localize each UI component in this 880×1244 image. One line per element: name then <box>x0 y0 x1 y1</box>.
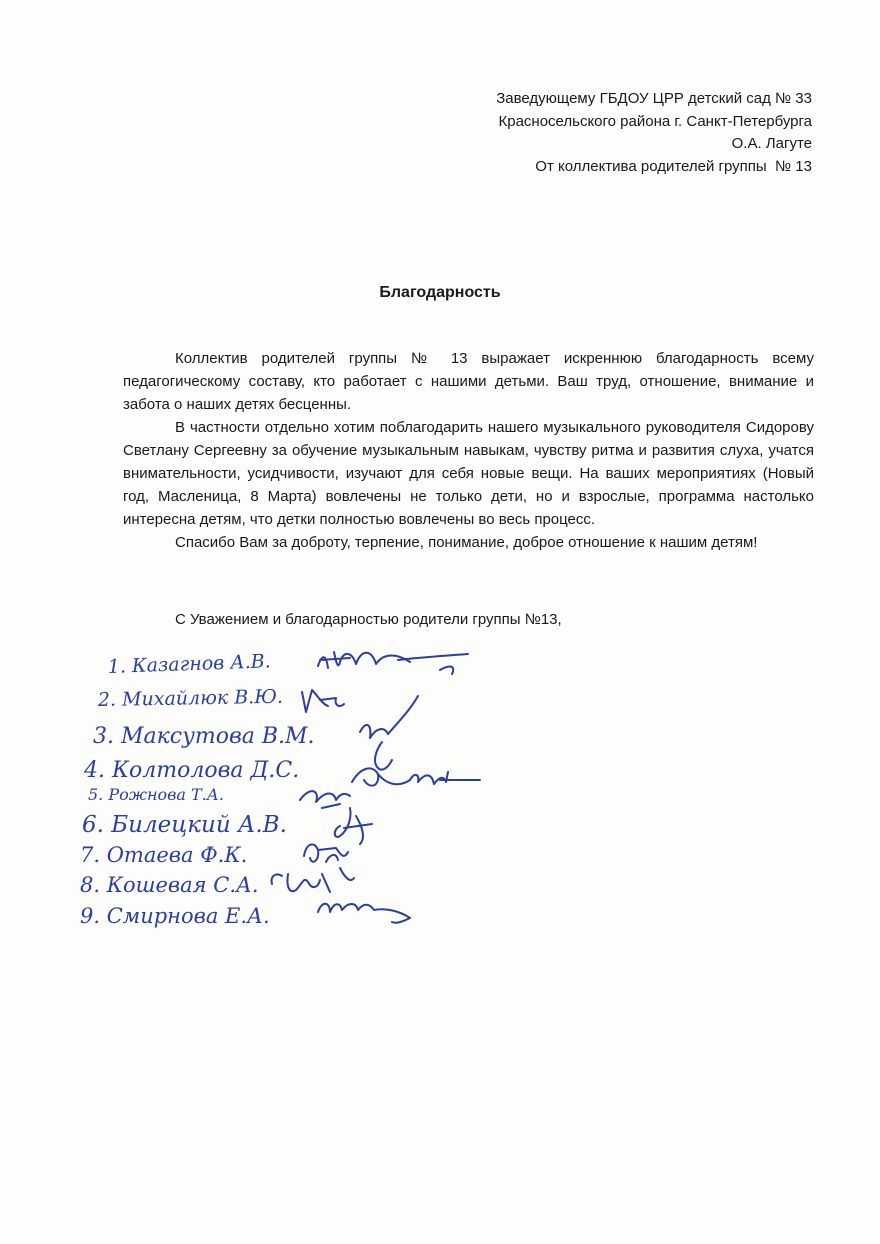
signature-mark-8 <box>272 868 354 892</box>
signature-mark-7 <box>304 844 348 862</box>
signature-mark-6 <box>335 808 372 844</box>
signature-name-6: 6. Билецкий А.В. <box>82 812 287 838</box>
addressee-block <box>496 88 812 178</box>
addressee-line-2: Красносельского района г. Санкт-Петербурга <box>498 112 812 130</box>
letter-body <box>123 347 814 554</box>
closing-line: С Уважением и благодарностью родители группы №13, <box>175 611 562 628</box>
signature-mark-3 <box>360 696 418 770</box>
signature-name-1: 1. Казагнов А.В. <box>107 650 272 678</box>
signature-list <box>0 640 880 940</box>
addressee-line-4: От коллектива родителей группы № 13 <box>535 157 812 175</box>
signature-name-3: 3. Максутова В.М. <box>93 724 315 749</box>
addressee-line-1: Заведующему ГБДОУ ЦРР детский сад № 33 <box>496 90 812 107</box>
paragraph-2: В частности отдельно хотим поблагодарить нашего музыкального руководителя Сидорову Светлану Сергеевну за обучение музыкальным навыкам, чувству ритма и развития слуха, учатся внимательности, усидчивости, изучают для себя новые вещи. На ваших мероприятиях (Новый год, Масленица, 8 Марта) вовлечены не только дети, но и взрослые, программа настолько интересна детям, что детки полностью вовлечены во весь процесс. <box>123 419 814 528</box>
letter-title: Благодарность <box>379 284 501 301</box>
signature-name-5: 5. Рожнова Т.А. <box>88 785 225 804</box>
addressee-line-3: О.А. Лагуте <box>731 135 812 152</box>
signature-name-7: 7. Отаева Ф.К. <box>80 843 248 867</box>
signature-mark-4 <box>352 768 480 785</box>
paragraph-3: Спасибо Вам за доброту, терпение, понимание, доброе отношение к нашим детям! <box>175 534 758 551</box>
signature-mark-1 <box>318 652 468 674</box>
signature-mark-9 <box>318 904 410 923</box>
signature-name-9: 9. Смирнова Е.А. <box>80 904 270 928</box>
signature-name-2: 2. Михайлюк В.Ю. <box>97 685 284 711</box>
signatures-svg <box>0 640 880 940</box>
signature-name-8: 8. Кошевая С.А. <box>80 873 259 897</box>
signature-name-4: 4. Колтолова Д.С. <box>84 758 300 783</box>
paragraph-1: Коллектив родителей группы № 13 выражает искреннюю благодарность всему педагогическому составу, кто работает с нашими детьми. Ваш труд, отношение, внимание и забота о наших детях бесценны. <box>123 350 814 413</box>
signature-mark-2 <box>302 690 344 712</box>
signature-mark-5 <box>300 791 350 808</box>
